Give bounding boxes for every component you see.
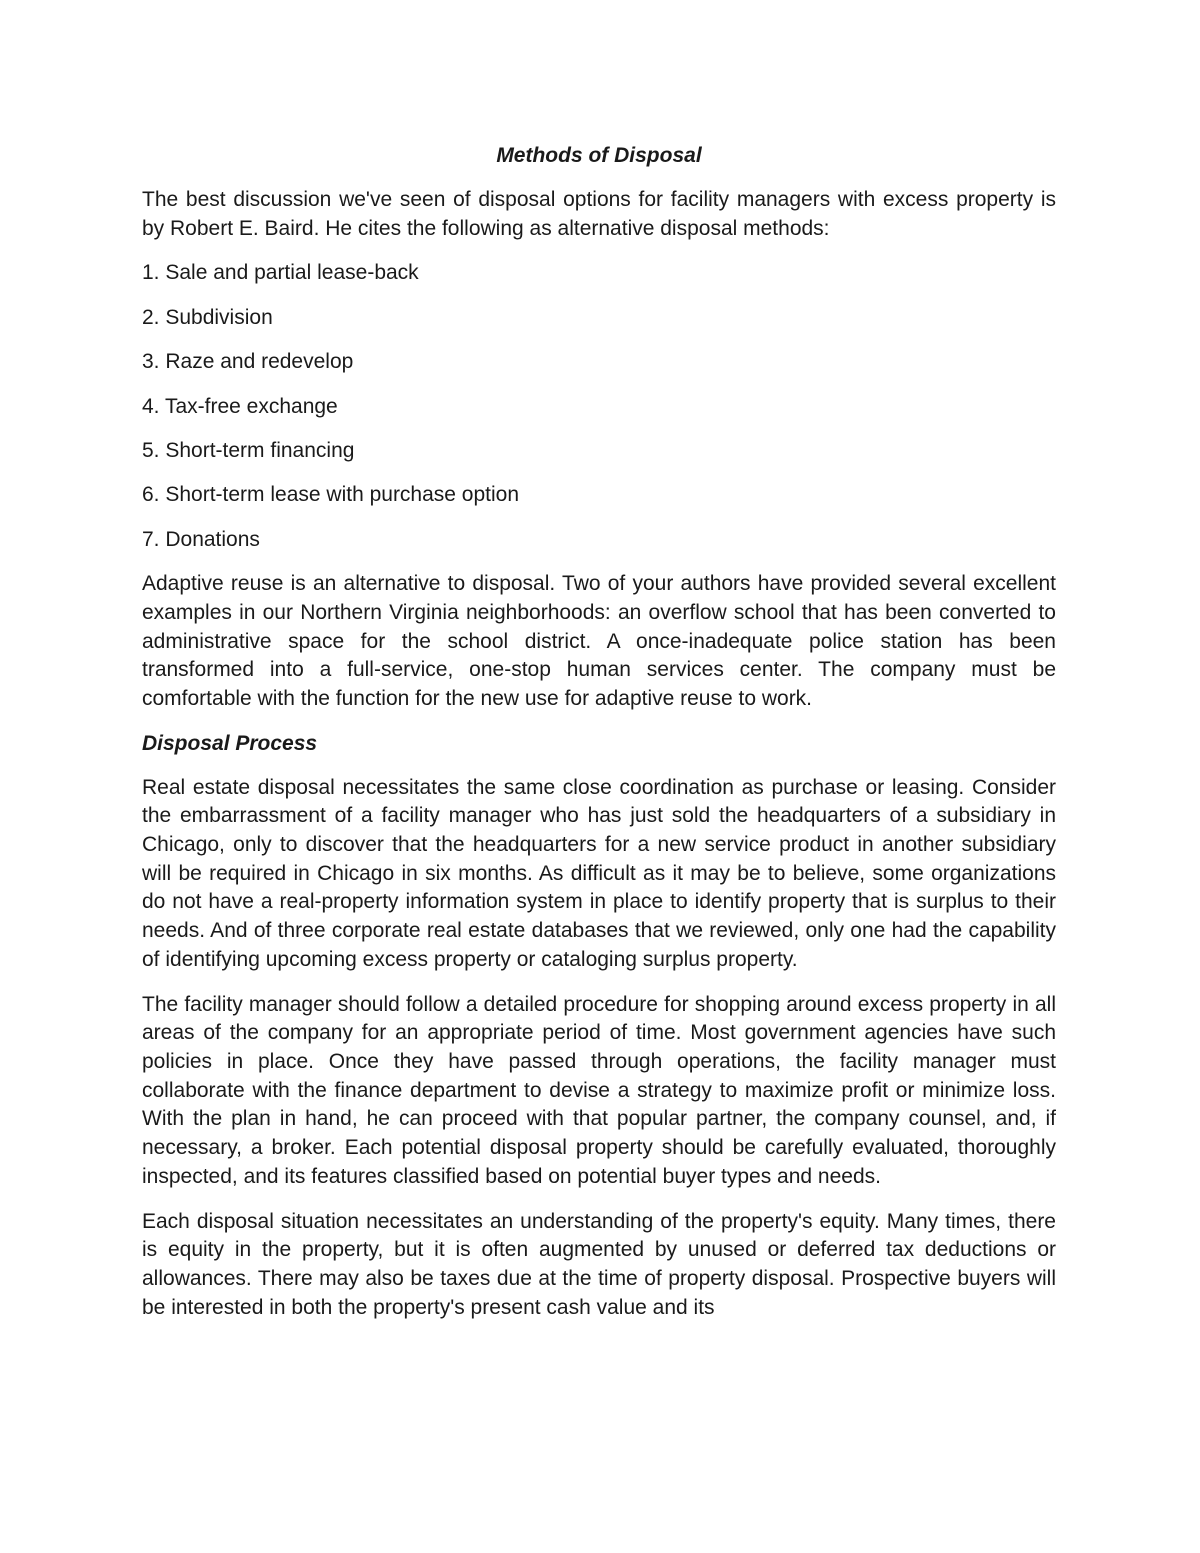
list-item: 2. Subdivision bbox=[142, 305, 273, 329]
page-title: Methods of Disposal bbox=[496, 144, 702, 167]
list-item: 1. Sale and partial lease-back bbox=[142, 261, 419, 285]
disposal-methods-list bbox=[142, 259, 1056, 553]
list-item: 7. Donations bbox=[142, 527, 260, 551]
process-paragraph-3: Each disposal situation necessitates an understanding of the property's equity. Many times, there is equity in the property, but it is often augmented by unused or deferred tax deductions or allowances. There may also be taxes due at the time of property disposal. Prospective buyers will be interested in both the property's present cash value and its bbox=[142, 1209, 1056, 1319]
list-item: 6. Short-term lease with purchase option bbox=[142, 483, 520, 507]
process-paragraph-2: The facility manager should follow a detailed procedure for shopping around excess property in all areas of the company for an appropriate period of time. Most government agencies have such policies in place. Once they have passed through operations, the facility manager must collaborate with the finance department to devise a strategy to maximize profit or minimize loss. With the plan in hand, he can proceed with that popular partner, the company counsel, and, if necessary, a broker. Each potential disposal property should be carefully evaluated, thoroughly inspected, and its features classified based on potential buyer types and needs. bbox=[142, 992, 1056, 1188]
intro-paragraph: The best discussion we've seen of disposal options for facility managers with excess property is by Robert E. Baird. He cites the following as alternative disposal methods: bbox=[142, 188, 1056, 240]
section-heading: Disposal Process bbox=[142, 731, 318, 755]
document-page bbox=[142, 141, 1056, 1338]
list-item: 4. Tax-free exchange bbox=[142, 394, 338, 418]
list-item: 5. Short-term financing bbox=[142, 438, 355, 462]
adaptive-reuse-paragraph: Adaptive reuse is an alternative to disposal. Two of your authors have provided several excellent examples in our Northern Virginia neighborhoods: an overflow school that has been converted to administrative space for the school district. A once-inadequate police station has been transformed into a full-service, one-stop human services center. The company must be comfortable with the function for the new use for adaptive reuse to work. bbox=[142, 572, 1056, 710]
list-item: 3. Raze and redevelop bbox=[142, 350, 354, 374]
process-paragraph-1: Real estate disposal necessitates the same close coordination as purchase or leasing. Consider the embarrassment of a facility manager who has just sold the headquarters of a subsidiary in Chicago, only to discover that the headquarters for a new service product in another subsidiary will be required in Chicago in six months. As difficult as it may be to believe, some organizations do not have a real-property information system in place to identify property that is surplus to their needs. And of three corporate real estate databases that we reviewed, only one had the capability of identifying upcoming excess property or cataloging surplus property. bbox=[142, 775, 1056, 971]
